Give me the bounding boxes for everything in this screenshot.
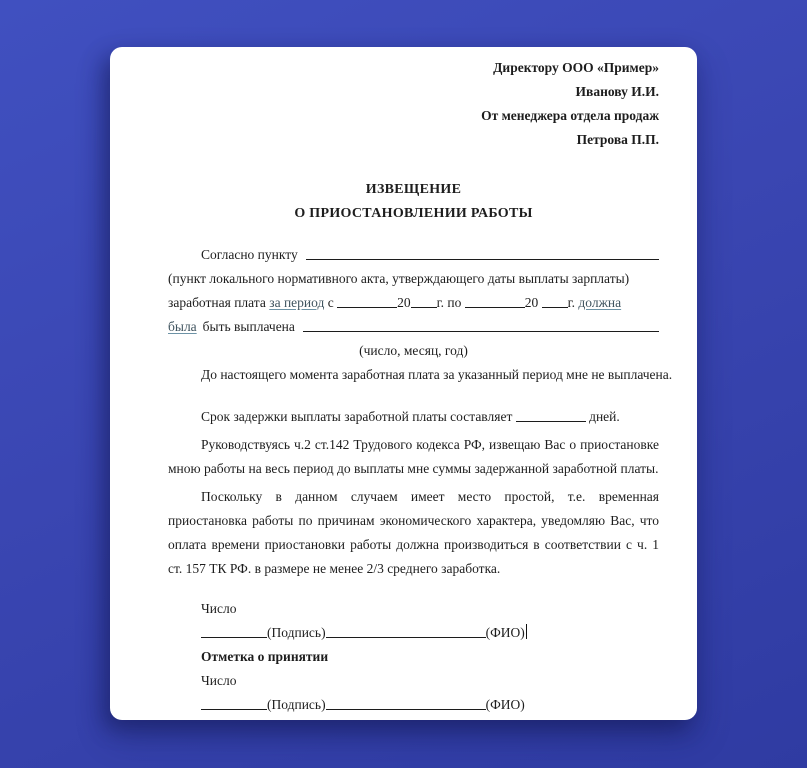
period-text: г. xyxy=(567,295,576,310)
not-paid-statement: До настоящего момента заработная плата за указанный период мне не выплачена. xyxy=(201,367,673,382)
document-body xyxy=(168,243,673,717)
year-prefix: 20 xyxy=(397,295,411,310)
period-text: заработная плата xyxy=(168,295,266,310)
blank-line xyxy=(337,306,397,308)
year-prefix: 20 xyxy=(524,295,539,310)
document-title xyxy=(168,178,659,226)
signature-line xyxy=(168,693,659,717)
blank-line xyxy=(303,330,659,332)
title-line-2: О ПРИОСТАНОВЛЕНИИ РАБОТЫ xyxy=(294,206,533,221)
legal-basis-paragraph: Руководствуясь ч.2 ст.142 Трудового кодекса РФ, извещаю Вас о приостановке мною работы на весь период до выплаты мне суммы задержанной заработной платы. xyxy=(168,437,659,476)
delay-duration-line xyxy=(168,405,659,429)
clause-line xyxy=(168,243,659,267)
signature-label: (Подпись) xyxy=(267,697,326,712)
inserted-word: должна xyxy=(578,295,622,310)
date-field-label: Число xyxy=(201,601,237,616)
name-label: (ФИО) xyxy=(485,697,525,712)
inserted-word: была xyxy=(168,319,197,334)
downtime-payment-paragraph: Поскольку в данном случаем имеет место простой, т.е. временная приостановка работы по причинам экономического характера, уведомляю Вас, что оплата времени приостановки работы должна производиться в соответствии с ч. 1 ст. 157 ТК РФ. в размере не менее 2/3 среднего заработка. xyxy=(168,489,659,576)
signature-section xyxy=(168,597,659,717)
date-field-label: Число xyxy=(201,673,237,688)
blank-line xyxy=(201,636,267,638)
signature-label: (Подпись) xyxy=(267,625,326,640)
blank-line xyxy=(411,306,437,308)
clause-lead-text: Согласно пункту xyxy=(201,247,298,262)
date-caption: (число, месяц, год) xyxy=(359,343,468,358)
period-text: с xyxy=(327,295,334,310)
salary-period-line xyxy=(168,291,659,315)
text-cursor xyxy=(526,624,528,639)
document-addressee-block xyxy=(168,56,659,152)
blank-line xyxy=(326,708,486,710)
period-text: г. по xyxy=(436,295,462,310)
blank-line xyxy=(326,636,486,638)
clause-caption: (пункт локального нормативного акта, утверждающего даты выплаты зарплаты) xyxy=(168,271,630,286)
delay-lead-text: Срок задержки выплаты заработной платы составляет xyxy=(201,409,513,424)
acceptance-mark-label: Отметка о принятии xyxy=(201,649,329,664)
payment-due-text: быть выплачена xyxy=(202,319,295,334)
sender-line: Петрова П.П. xyxy=(576,132,659,147)
signature-line xyxy=(168,621,659,645)
blank-line xyxy=(542,306,568,308)
addressee-line: Директору ООО «Пример» xyxy=(493,60,659,75)
sender-line: От менеджера отдела продаж xyxy=(481,108,659,123)
title-line-1: ИЗВЕЩЕНИЕ xyxy=(365,182,462,197)
delay-tail-text: дней. xyxy=(589,409,620,424)
blank-line xyxy=(465,306,525,308)
name-label: (ФИО) xyxy=(485,625,525,640)
inserted-word: за период xyxy=(269,295,325,310)
blank-line xyxy=(306,258,659,260)
blank-line xyxy=(516,420,586,422)
blank-line xyxy=(201,708,267,710)
payment-due-line xyxy=(168,315,659,339)
addressee-line: Иванову И.И. xyxy=(575,84,659,99)
document-page xyxy=(110,47,697,720)
